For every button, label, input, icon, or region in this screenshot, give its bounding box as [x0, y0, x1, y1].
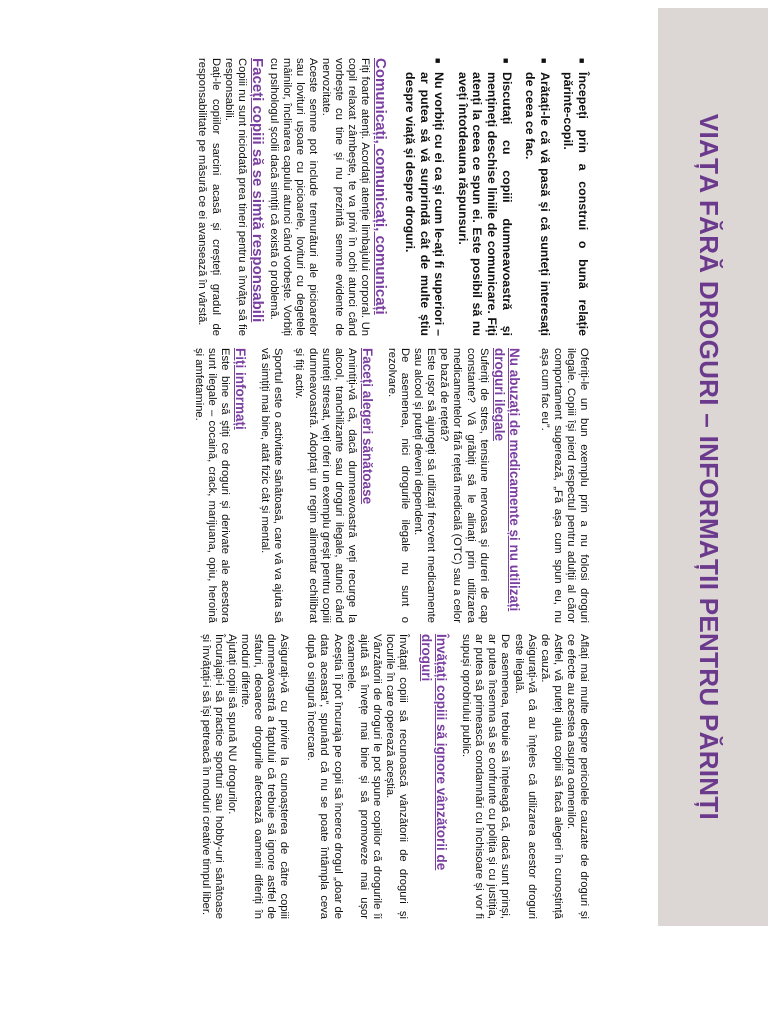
paragraph: Asigurați-vă cu privire la cunoașterea de către copiii dumneavoastră a faptului că trebuie să ignore astfel de sfaturi, deoarece drogurile afectează oamenii diferiți în moduri diferite. — [239, 634, 291, 919]
paragraph: Vânzătorii de droguri le pot spune copiilor că drogurile îi ajută să învețe mai bine și să promoveze mai ușor examenele. — [344, 634, 383, 919]
heading-sellers: Învățați copiii să ignore vânzătorii de droguri — [419, 634, 450, 871]
paragraph: Copiii nu sunt niciodată prea tineri pentru a învăța să fie responsabili. — [222, 58, 248, 336]
heading-responsible: Faceți copiii să se simtă responsabili — [248, 58, 266, 323]
column-2 — [10, 348, 590, 623]
heading-informed: Fiți informați — [233, 348, 249, 430]
paragraph: Sportul este o activitate sănătoasă, care vă va ajuta să vă simțiți mai bine, atât fizic cât și mental. — [259, 348, 285, 623]
bullet-square-icon: ■ — [577, 58, 587, 64]
list-item: ■ Începeți prin a construi o bună relație părinte-copil. — [561, 58, 590, 336]
paragraph: Astfel, vă puteți ajuta copiii să facă alegeri în cunoștință de cauză. — [538, 634, 564, 919]
column-3 — [10, 634, 590, 919]
paragraph: Dați-le copiilor sarcini acasă și creșteți gradul de responsabilitate pe măsură ce ei avansează în vârstă. — [196, 58, 222, 336]
heading-healthy: Faceți alegeri sănătoase — [359, 348, 375, 505]
page-title: VIAȚA FĂRĂ DROGURI – INFORMAȚII PENTRU PĂRINȚI — [694, 113, 724, 821]
paragraph: Suferiți de stres, tensiune nervoasa și dureri de cap constante? Vă grăbiți să le alinați prin utilizarea medicamentelor fără rețetă medicală (OTC) sau a celor pe bază de rețetă? — [438, 348, 490, 623]
paragraph: Amintiți-vă că, dacă dumneavoastră veți recurge la alcool, tranchilizante sau droguri ilegale, atunci când sunteți stresat, veți oferi un exemplu greșit pentru copiii dumneavoastră. Adoptați un regim alimentar echilibrat și fiți activ. — [293, 348, 358, 623]
bullet-square-icon: ■ — [433, 58, 444, 64]
heading-communicate: Comunicați, comunicați, comunicați — [372, 58, 390, 315]
list-item: ■ Discutați cu copiii dumneavoastră și mențineți deschise liniile de comunicare. Fiți atenți la ceea ce spun ei. Este posibil să nu aveți întotdeauna răspunsuri. — [455, 58, 514, 336]
list-item: ■ Nu vorbiți cu ei ca și cum le-ați fi superiori – ar putea să vă surprindă cât de multe știu despre viață și despre droguri. — [403, 58, 447, 336]
paragraph-example: Oferiți-le un bun exemplu prin a nu folosi droguri ilegale. Copiii își pierd respectul pentru adulții al căror comportament sugerează, „Fă așa cum spun eu, nu așa cum fac eu”. — [538, 348, 590, 623]
paragraph: Aceștia îi pot încuraja pe copii să încerce drogul „doar de data aceasta”, spunând că nu se poate întâmpla ceva după o singură încercare. — [305, 634, 344, 919]
paragraph: Aflați mai multe despre pericolele cauzate de droguri și ce efecte au acestea asupra oamenilor. — [564, 634, 590, 919]
paragraph: Ajutați copiii să spună NU drogurilor. — [225, 634, 238, 815]
paragraph: Asigurați-vă că au înțeles că utilizarea acestor droguri este ilegală. — [512, 634, 538, 919]
paragraph: Încurajați-i să practice sporturi sau hobby-uri sănătoase și învățați-i să își petreacă în moduri creative timpul liber. — [199, 634, 225, 919]
paragraph: Fiți foarte atenți. Acordați atenție limbajului corporal. Un copil relaxat zâmbește, te va privi în ochi atunci când vorbește cu tine și nu prezintă semne evidente de nervozitate. — [320, 58, 372, 336]
heading-medicine: Nu abuzați de medicamente și nu utilizați droguri ilegale — [491, 348, 522, 612]
column-1 — [10, 58, 590, 336]
tips-list — [402, 58, 590, 336]
list-item: ■ Arătați-le că vă pasă și că sunteți interesați de ceea ce fac. — [523, 58, 552, 336]
bullet-square-icon: ■ — [538, 58, 549, 64]
paragraph: Aceste semne pot include tremurături ale picioarelor sau lovituri ușoare cu picioarele, lovituri cu degetele mâinilor, înclinarea capului atunci când vorbește. Vorbiți cu psihologul școlii dacă simțiți că există o problemă. — [267, 58, 320, 336]
bullet-square-icon: ■ — [500, 58, 511, 64]
paragraph: Învățați copiii să recunoască vânzătorii de droguri și locurile în care operează aceștia. — [383, 634, 410, 919]
paragraph: De asemenea, trebuie să înțeleagă că, dacă sunt prinși, ar putea însemna să se confrunte cu poliția și cu justiția, ar putea să primească condamnări cu închisoare și vor fi supuși oprobriului public. — [460, 634, 512, 919]
paragraph: Este ușor să ajungeți să utilizați frecvent medicamente sau alcool și puteți deveni dependent. — [412, 348, 438, 623]
paragraph: Este bine să știți ce droguri și derivate ale acestora sunt ilegale – cocaină, crack, marijuana, opiu, heroină și amfetamine. — [193, 348, 232, 623]
paragraph: De asemenea, nici drogurile ilegale nu sunt o rezolvare. — [385, 348, 412, 623]
